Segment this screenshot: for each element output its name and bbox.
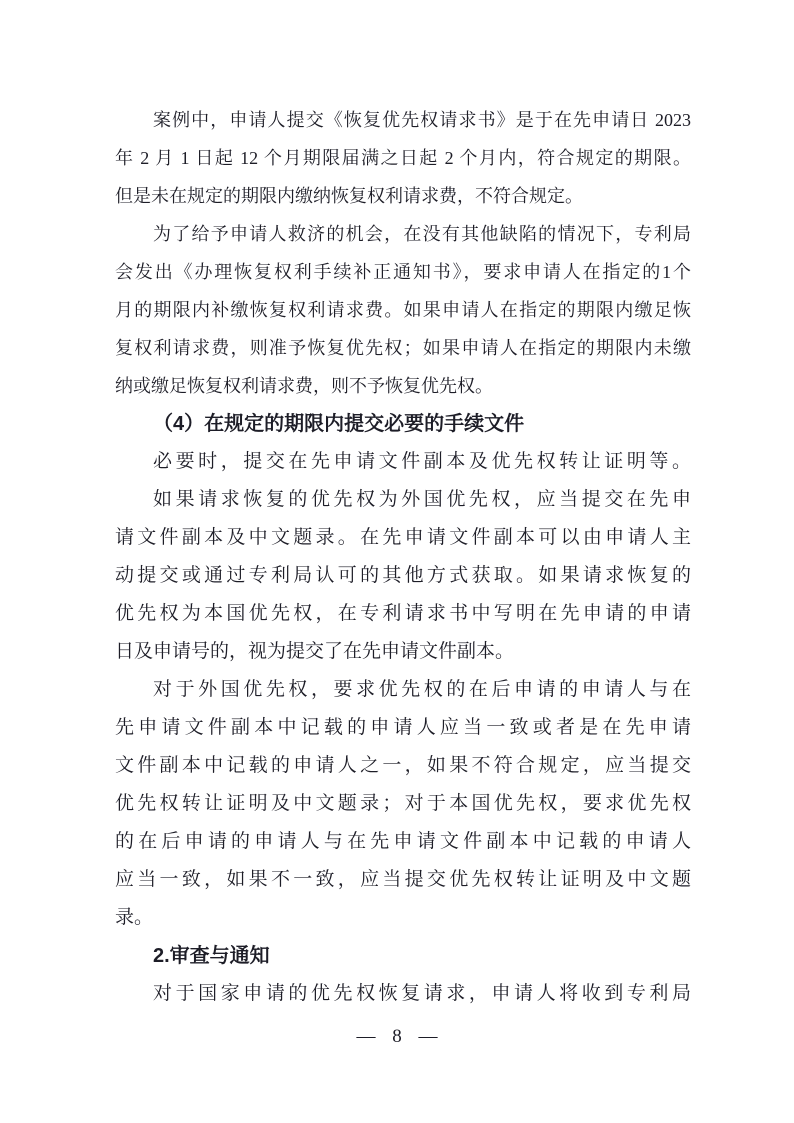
paragraph-line: 先申请文件副本中记载的申请人应当一致或者是在先申请 [115, 717, 691, 738]
paragraph-line: 录。 [115, 907, 154, 928]
paragraph-line: 优先权为本国优先权，在专利请求书中写明在先申请的申请 [115, 603, 691, 624]
paragraph-line: 对于国家申请的优先权恢复请求，申请人将收到专利局 [153, 983, 691, 1004]
paragraph-line: 但是未在规定的期限内缴纳恢复权利请求费，不符合规定。 [115, 186, 583, 206]
page-number: — 8 — [356, 1026, 438, 1047]
page-content [115, 101, 691, 1013]
paragraph-line: 月的期限内补缴恢复权利请求费。如果申请人在指定的期限内缴足恢 [115, 300, 691, 320]
paragraph-line: 应当一致，如果不一致，应当提交优先权转让证明及中文题 [115, 869, 691, 890]
paragraph-line: 的在后申请的申请人与在先申请文件副本中记载的申请人 [115, 831, 691, 852]
paragraph-line: 文件副本中记载的申请人之一，如果不符合规定，应当提交 [115, 755, 691, 776]
paragraph-line: 纳或缴足恢复权利请求费，则不予恢复优先权。 [115, 376, 493, 396]
paragraph-line: 会发出《办理恢复权利手续补正通知书》，要求申请人在指定的1个 [115, 262, 691, 282]
paragraph-line: 如果请求恢复的优先权为外国优先权，应当提交在先申 [153, 489, 691, 510]
paragraph-line: 为了给予申请人救济的机会，在没有其他缺陷的情况下，专利局 [153, 224, 691, 244]
paragraph-line: 日及申请号的，视为提交了在先申请文件副本。 [115, 641, 515, 662]
paragraph-line: 优先权转让证明及中文题录；对于本国优先权，要求优先权 [115, 793, 691, 814]
paragraph-line: 请文件副本及中文题录。在先申请文件副本可以由申请人主 [115, 527, 691, 548]
paragraph-line: 复权利请求费，则准予恢复优先权；如果申请人在指定的期限内未缴 [115, 338, 691, 358]
paragraph-line: 必要时，提交在先申请文件副本及优先权转让证明等。 [153, 451, 691, 472]
paragraph-line: 动提交或通过专利局认可的其他方式获取。如果请求恢复的 [115, 565, 691, 586]
section-heading: 2.审查与通知 [153, 945, 270, 967]
page-footer [0, 1026, 794, 1048]
section-heading: （4）在规定的期限内提交必要的手续文件 [153, 413, 525, 435]
paragraph-line: 年 2 月 1 日起 12 个月期限届满之日起 2 个月内，符合规定的期限。 [115, 148, 691, 168]
paragraph-line: 案例中，申请人提交《恢复优先权请求书》是于在先申请日 2023 [153, 110, 691, 130]
paragraph-line: 对于外国优先权，要求优先权的在后申请的申请人与在 [153, 679, 691, 700]
